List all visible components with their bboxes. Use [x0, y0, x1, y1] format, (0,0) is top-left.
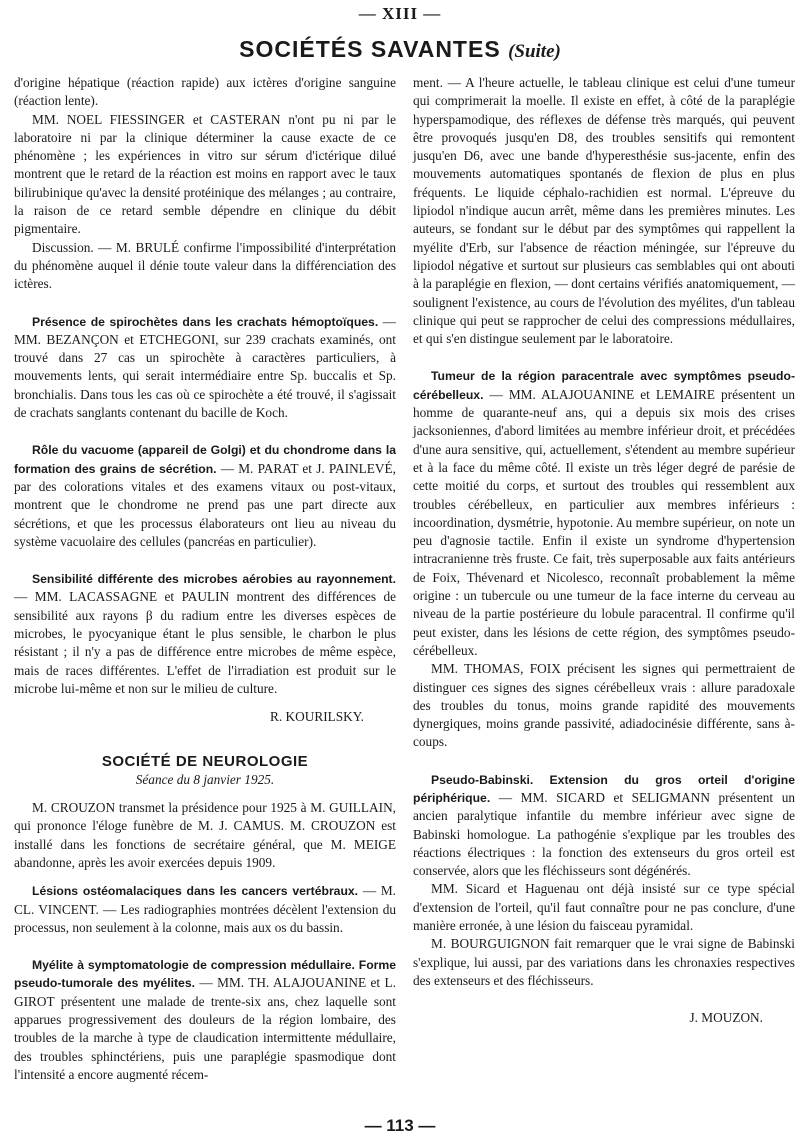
section-text: — M. PARAT et J. PAINLEVÉ, par des colorations vitales et des examens vitaux ou post-vitaux, montrent que le chondrome ne prend pas une part directe aux sécrétions, et que les processus élaborateurs ont lieu au niveau du système vacuolaire des cellules (pancréas en particulier).: [14, 460, 396, 549]
heading-title: SOCIÉTÉS SAVANTES: [239, 36, 501, 62]
paragraph: MM. THOMAS, FOIX précisent les signes qui permettraient de distinguer ces signes des signes cérébelleux vrais : allure paradoxale des troubles du tonus, moins grande rapidité des mouvements dynergiques, moins grande passivité, adiadocinésie différente, sans à-coups.: [413, 661, 795, 750]
section-title: Rôle du vacuome (appareil de Golgi) et du chondrome dans la formation des grains de sécrétion.: [14, 443, 396, 476]
section-spirochetes: [14, 313, 396, 423]
section-title: Présence de spirochètes dans les crachats hémoptoïques.: [32, 314, 379, 329]
section-title: Sensibilité différente des microbes aérobies au rayonnement.: [32, 572, 396, 587]
section-title: Myélite à symptomatologie de compression médullaire. Forme pseudo-tumorale des myélites.: [14, 958, 396, 991]
section-osteomalacia: [14, 882, 396, 937]
page-number-roman: — XIII —: [358, 4, 442, 23]
section-vacuome: [14, 441, 396, 551]
section-title: Tumeur de la région paracentrale avec symptômes pseudo-cérébelleux.: [413, 369, 795, 402]
right-column: [413, 74, 795, 1028]
signature: R. KOURILSKY.: [270, 709, 364, 725]
heading-suffix: (Suite): [508, 41, 561, 62]
paragraph: M. BOURGUIGNON fait remarquer que le vrai signe de Babinski s'explique, lui aussi, par des variations dans les chronaxies respectives des extenseurs et des fléchisseurs.: [413, 936, 795, 988]
section-text: — MM. SICARD et SELIGMANN présentent un ancien paralytique infantile du membre inférieur avec signe de Babinski homologue. La pathogénie s'explique par les troubles des réactions électriques : la fonction des extenseurs du gros orteil est conservée, alors que les fléchisseurs sont dégénérés.: [413, 789, 795, 879]
signature: J. MOUZON.: [689, 1010, 763, 1026]
section-title: Lésions ostéomalaciques dans les cancers vertébraux.: [32, 884, 359, 899]
section-title: Pseudo-Babinski. Extension du gros orteil d'origine périphérique.: [413, 772, 795, 805]
section-microbes: [14, 570, 396, 698]
paragraph: MM. NOEL FIESSINGER et CASTERAN n'ont pu ni par le laboratoire ni par la clinique déterminer la cause exacte de ce phénomène ; les expériences in vitro sur sérum d'ictérique dilué montrent que le retard de la réaction est moins en rapport avec le taux bilirubinique qu'avec la densité protéinique des mélanges ; au contraire, la raison de ce retard semble dépendre en clinique du débit pigmentaire.: [14, 111, 396, 237]
section-text: — MM. LACASSAGNE et PAULIN montrent des différences de sensibilité aux rayons β du radium entre les diverses espèces de microbes, le pyocyanique étant le plus sensible, le charbon le plus résistant ; il n'y a pas de différence entre microbes de même espèce, mais de races différentes. L'effet de l'irradiation est produit sur le microbe lui-même et non sur le milieu de culture.: [14, 589, 396, 696]
society-title: SOCIÉTÉ DE NEUROLOGIE: [101, 752, 309, 770]
left-column: [14, 74, 396, 1084]
paragraph: ment. — A l'heure actuelle, le tableau clinique est celui d'une tumeur qui comprimerait la moelle. Il existe en effet, à côté de la paraplégie hyperspamodique, des réflexes de défense très marqués, qui peuvent être provoqués jusqu'en D8, des troubles sensitifs qui remontent jusqu'en D6, avec une bande d'hyperesthésie sus-jacente, enfin des mouvements automatiques spontanés de flexion de plus en plus fréquents. Le liquide céphalo-rachidien est normal. L'épreuve du lipiodol n'indique aucun arrêt, même dans les premières minutes. Les auteurs, se fondant sur le début par des symptômes qui rappellent la myélite d'Erb, sur l'absence de réaction méningée, sur l'épreuve du lipiodol négative et surtout sur plusieurs cas semblables qui ont abouti à la paraplégie en flexion, — dont certains vérifiés anatomiquement, — soulignent l'existence, au cours de l'évolution des myélites, d'un tableau clinique qui peut se rapprocher de celui des compressions médullaires, et qui s'en distingue seulement par le laboratoire.: [413, 75, 795, 347]
section-text: — MM. ALAJOUANINE et LEMAIRE présentent un homme de quarante-neuf ans, qui a depuis six mois des crises jacksoniennes, d'abord limitées au membre inférieur droit, et précédées d'une aura sensitive, qui, actuellement, s'étendent au membre supérieur et à la face du même côté. Il existe un très léger degré de parésie de cette moitié du corps, et surtout des troubles qui ressemblent aux troubles cérébelleux, en particulier aux membres inférieurs : incoordination, dysmétrie, hypotonie. Au membre supérieur, on note un peu d'agnosie tactile. Enfin il existe un syndrome d'hypertension intracranienne très fruste. Ce fait, très superposable aux faits antérieurs de Foix, Thévenard et Nicolesco, reconnaît probablement la même origine : un tubercule ou une tumeur de la face interne du cerveau au niveau de la partie postérieure du lobule paracentral. Il confirme qu'il peut exister, dans les lésions de cette région, des symptômes pseudo-cérébelleux.: [413, 386, 795, 658]
page-heading: [0, 36, 800, 63]
page-number: — 113 —: [364, 1116, 436, 1135]
paragraph: d'origine hépatique (réaction rapide) aux ictères d'origine sanguine (réaction lente).: [14, 75, 396, 109]
session-date: Séance du 8 janvier 1925.: [135, 771, 275, 787]
section-text: — MM. BEZANÇON et ETCHEGONI, sur 239 crachats examinés, ont trouvé dans 27 cas un spirochète à caractères particuliers, à mouvements lents, qui serait intermédiaire entre Sp. buccalis et Sp. bronchialis. Dans tous les cas où ce spirochète a été trouvé, il s'agissait de crachats sanglants contenant du bacille de Koch.: [14, 313, 397, 421]
section-text: — MM. TH. ALAJOUANINE et L. GIROT présentent une malade de trente-six ans, chez laquelle sont apparues progressivement des douleurs de la région lombaire, des troubles de la marche à type de claudication intermittente médullaire, des troubles sphinctériens, puis une paraplégie spasmodique dont l'intensité a encore augmenté récem-: [14, 975, 396, 1082]
paragraph: MM. Sicard et Haguenau ont déjà insisté sur ce type spécial d'extension de l'orteil, qu'il faut connaître pour ne pas conclure, d'une manière erronée, à une lésion du faisceau pyramidal.: [413, 881, 795, 934]
section-myelite: [14, 956, 396, 1084]
section-tumeur: [413, 367, 795, 660]
paragraph: M. CROUZON transmet la présidence pour 1925 à M. GUILLAIN, qui prononce l'éloge funèbre de M. J. CAMUS. M. CROUZON est installé dans les fonctions de secrétaire général, que M. MEIGE abandonne, après les avoir exercées depuis 1909.: [14, 800, 396, 870]
section-pseudo-babinski: [413, 771, 795, 881]
paragraph: Discussion. — M. BRULÉ confirme l'impossibilité d'interprétation du phénomène auquel il dénie toute valeur dans la différenciation des ictères.: [14, 239, 396, 292]
section-text: — M. CL. VINCENT. — Les radiographies montrées décèlent l'extension du processus, non seulement à la colonne, mais aux os du bassin.: [14, 883, 396, 935]
